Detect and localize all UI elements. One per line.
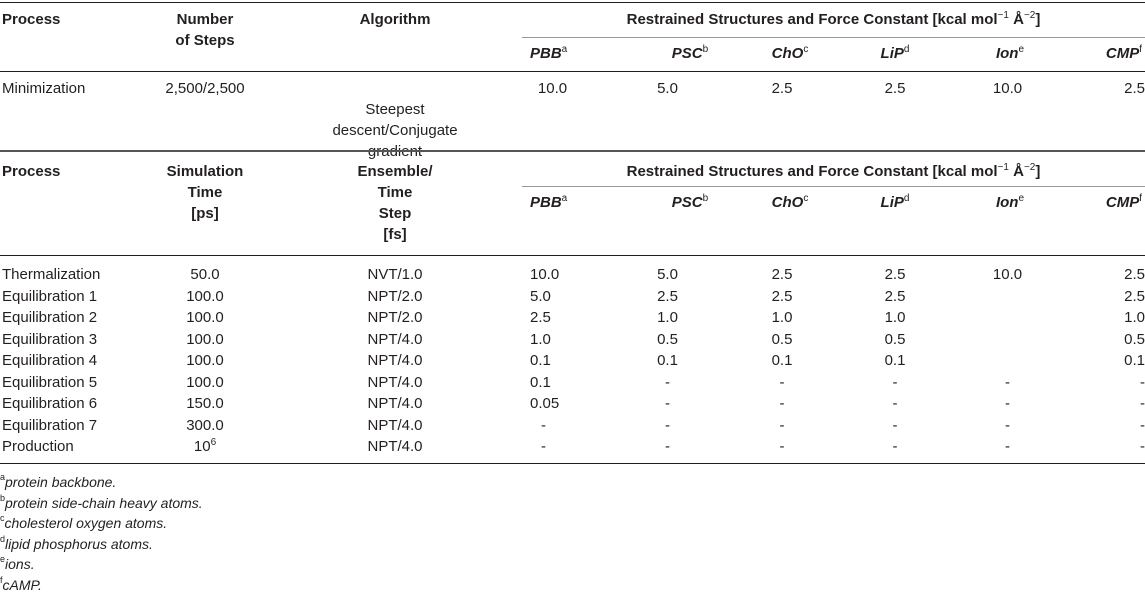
value-cell: 10.0 [537, 80, 568, 97]
value-cell: 10.0 [992, 80, 1023, 97]
value-cell: 1.0 [771, 309, 793, 326]
value-cell: 2.5 [771, 266, 793, 283]
value-cell: 2.5 [657, 287, 678, 305]
column-header-cho: ChO$^c$ [771, 44, 809, 62]
value-cell: 0.05 [530, 395, 560, 412]
row-ensemble: NPT/4.0 [367, 373, 423, 391]
row-process: Equilibration 4 [2, 352, 98, 369]
value-cell: - [1140, 416, 1145, 434]
value-cell: - [1005, 395, 1010, 412]
row-simulation-time: 100.0 [186, 287, 224, 305]
value-cell: 2.5 [1124, 266, 1145, 283]
value-cell: 0.5 [1124, 330, 1145, 348]
header-rule [0, 71, 1145, 72]
restrained-underline [522, 37, 1145, 38]
row-ensemble: NVT/1.0 [367, 266, 423, 283]
row-simulation-time: 100.0 [186, 309, 224, 326]
header-algorithm: Algorithm [359, 11, 431, 28]
footnote: $^e$ions. [0, 554, 35, 572]
row-process: Equilibration 6 [2, 395, 98, 412]
value-cell: - [1005, 373, 1010, 391]
header-restrained: Restrained Structures and Force Constant [kcal mol$^{-1}$ $Å^{-2}$] [626, 162, 1041, 180]
value-cell: - [779, 416, 785, 434]
value-cell: 0.1 [1124, 352, 1145, 369]
row-ensemble: NPT/4.0 [367, 330, 423, 348]
column-header-psc: PSC$^b$ [671, 44, 709, 62]
row-ensemble: NPT/4.0 [367, 395, 423, 412]
value-cell: - [665, 395, 670, 412]
row-ensemble: NPT/4.0 [367, 352, 423, 369]
value-cell: - [665, 373, 670, 391]
header-simulation-time: Simulation Time [ps] [166, 163, 244, 222]
column-header-cmp: CMP$^f$ [1105, 193, 1142, 211]
value-cell: - [1140, 438, 1145, 455]
row-simulation-time: 100.0 [186, 330, 224, 348]
row-ensemble: NPT/2.0 [367, 287, 423, 305]
header-steps: Number of Steps [175, 11, 235, 49]
row-process: Equilibration 5 [2, 373, 98, 391]
value-cell: - [892, 416, 898, 434]
value-cell: - [1005, 416, 1010, 434]
row-algorithm: Steepest descent/Conjugate gradient [332, 101, 458, 160]
value-cell: - [665, 416, 670, 434]
value-cell: 5.0 [530, 287, 551, 305]
value-cell: 2.5 [884, 80, 906, 97]
row-simulation-time: $10^6$ [193, 437, 217, 455]
column-header-pbb: PBB$^a$ [530, 193, 568, 211]
value-cell: - [779, 438, 785, 455]
column-header-pbb: PBB$^a$ [530, 44, 568, 62]
value-cell: - [541, 416, 546, 434]
header-rule [0, 255, 1145, 256]
column-header-ion: Ion$^e$ [995, 44, 1025, 62]
top-rule [0, 2, 1145, 3]
row-steps: 2,500/2,500 [165, 80, 245, 97]
row-process: Equilibration 3 [2, 330, 98, 348]
table-separator [0, 150, 1145, 152]
value-cell: 2.5 [771, 287, 793, 305]
value-cell: 2.5 [1124, 80, 1145, 97]
row-simulation-time: 50.0 [190, 266, 220, 283]
column-header-cho: ChO$^c$ [771, 193, 809, 211]
value-cell: - [1005, 438, 1010, 455]
column-header-cmp: CMP$^f$ [1105, 44, 1142, 62]
value-cell: 1.0 [530, 330, 551, 348]
header-restrained: Restrained Structures and Force Constant [kcal mol$^{-1}$ $Å^{-2}$] [626, 10, 1041, 28]
footnote: $^a$protein backbone. [0, 472, 117, 490]
row-process: Equilibration 7 [2, 416, 98, 434]
column-header-psc: PSC$^b$ [671, 193, 709, 211]
row-simulation-time: 100.0 [186, 352, 224, 369]
value-cell: 10.0 [530, 266, 560, 283]
value-cell: 1.0 [884, 309, 906, 326]
row-ensemble: NPT/4.0 [367, 416, 423, 434]
value-cell: - [665, 438, 670, 455]
footnote: $^b$protein side-chain heavy atoms. [0, 492, 203, 511]
value-cell: 1.0 [1124, 309, 1145, 326]
value-cell: 0.1 [530, 352, 551, 369]
row-process: Thermalization [2, 266, 101, 283]
value-cell: 0.5 [657, 330, 678, 348]
value-cell: 0.1 [884, 352, 906, 369]
value-cell: 2.5 [530, 309, 551, 326]
footnote: $^d$lipid phosphorus atoms. [0, 533, 153, 552]
value-cell: 2.5 [1124, 287, 1145, 305]
value-cell: 0.1 [530, 373, 551, 391]
value-cell: 0.1 [657, 352, 678, 369]
value-cell: - [892, 438, 898, 455]
row-process: Equilibration 2 [2, 309, 98, 326]
row-process: Equilibration 1 [2, 287, 98, 305]
row-process: Production [2, 438, 74, 455]
column-header-lip: LiP$^d$ [880, 193, 910, 211]
value-cell: - [779, 395, 785, 412]
header-process: Process [2, 11, 61, 28]
header-ensemble: Ensemble/ Time Step [fs] [357, 163, 433, 243]
footnote: $^c$cholesterol oxygen atoms. [0, 513, 168, 531]
value-cell: 0.5 [771, 330, 793, 348]
value-cell: - [779, 373, 785, 391]
row-ensemble: NPT/4.0 [367, 438, 423, 455]
value-cell: 5.0 [657, 80, 678, 97]
value-cell: 2.5 [884, 266, 906, 283]
column-header-lip: LiP$^d$ [880, 44, 910, 62]
value-cell: 0.5 [884, 330, 906, 348]
row-simulation-time: 300.0 [186, 416, 224, 434]
restrained-underline [522, 186, 1145, 187]
value-cell: 10.0 [992, 266, 1023, 283]
value-cell: - [541, 438, 546, 455]
value-cell: 0.1 [771, 352, 793, 369]
value-cell: - [1140, 373, 1145, 391]
value-cell: 5.0 [657, 266, 678, 283]
value-cell: - [892, 373, 898, 391]
value-cell: - [892, 395, 898, 412]
row-simulation-time: 150.0 [186, 395, 224, 412]
value-cell: 1.0 [657, 309, 678, 326]
value-cell: 2.5 [771, 80, 793, 97]
row-simulation-time: 100.0 [186, 373, 224, 391]
value-cell: - [1140, 395, 1145, 412]
column-header-ion: Ion$^e$ [995, 193, 1025, 211]
bottom-rule [0, 463, 1145, 464]
footnote: $^f$cAMP. [0, 574, 42, 593]
row-ensemble: NPT/2.0 [367, 309, 423, 326]
row-process: Minimization [2, 80, 86, 97]
header-process: Process [2, 163, 61, 180]
value-cell: 2.5 [884, 287, 906, 305]
